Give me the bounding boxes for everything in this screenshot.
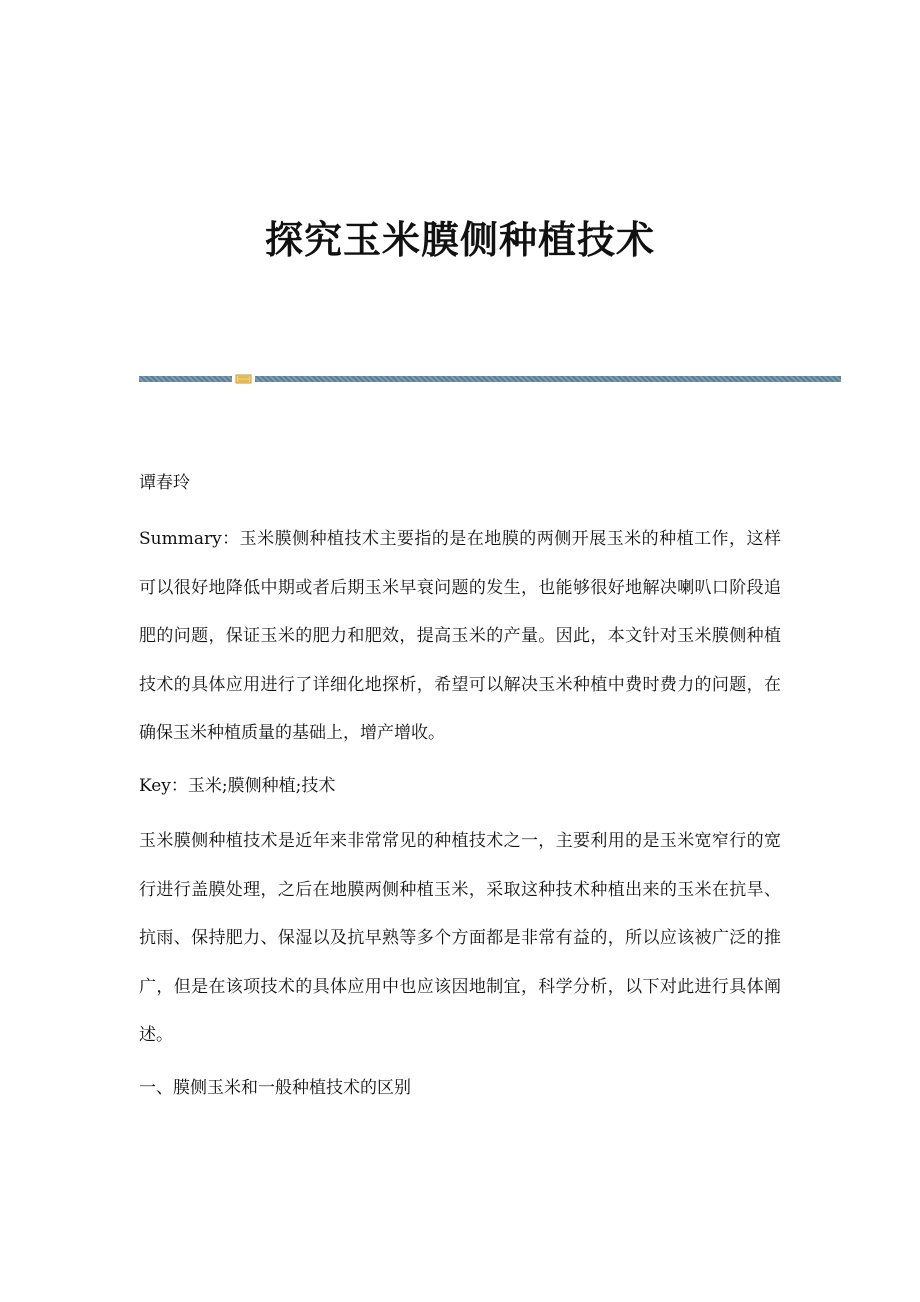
author-name: 谭春玲: [139, 473, 190, 493]
summary-paragraph: Summary：玉米膜侧种植技术主要指的是在地膜的两侧开展玉米的种植工作，这样可以很好地降低中期或者后期玉米早衰问题的发生，也能够很好地解决喇叭口阶段追肥的问题，保证玉米的肥力和肥效，提高玉米的产量。因此，本文针对玉米膜侧种植技术的具体应用进行了详细化地探析，希望可以解决玉米种植中费时费力的问题，在确保玉米种植质量的基础上，增产增收。: [139, 529, 781, 743]
keywords-line: Key：玉米;膜侧种植;技术: [139, 776, 336, 796]
document-title: 探究玉米膜侧种植技术: [264, 217, 655, 262]
divider-bar-right: [255, 376, 841, 382]
divider-bar-left: [139, 376, 232, 382]
divider-ornament-icon: [235, 373, 252, 385]
body-paragraph: 玉米膜侧种植技术是近年来非常常见的种植技术之一，主要利用的是玉米宽窄行的宽行进行盖膜处理，之后在地膜两侧种植玉米，采取这种技术种植出来的玉米在抗旱、抗雨、保持肥力、保湿以及抗早熟等多个方面都是非常有益的，所以应该被广泛的推广，但是在该项技术的具体应用中也应该因地制宜，科学分析，以下对此进行具体阐述。: [139, 831, 781, 1045]
title-divider: [139, 373, 841, 385]
section-heading: 一、膜侧玉米和一般种植技术的区别: [139, 1078, 411, 1098]
